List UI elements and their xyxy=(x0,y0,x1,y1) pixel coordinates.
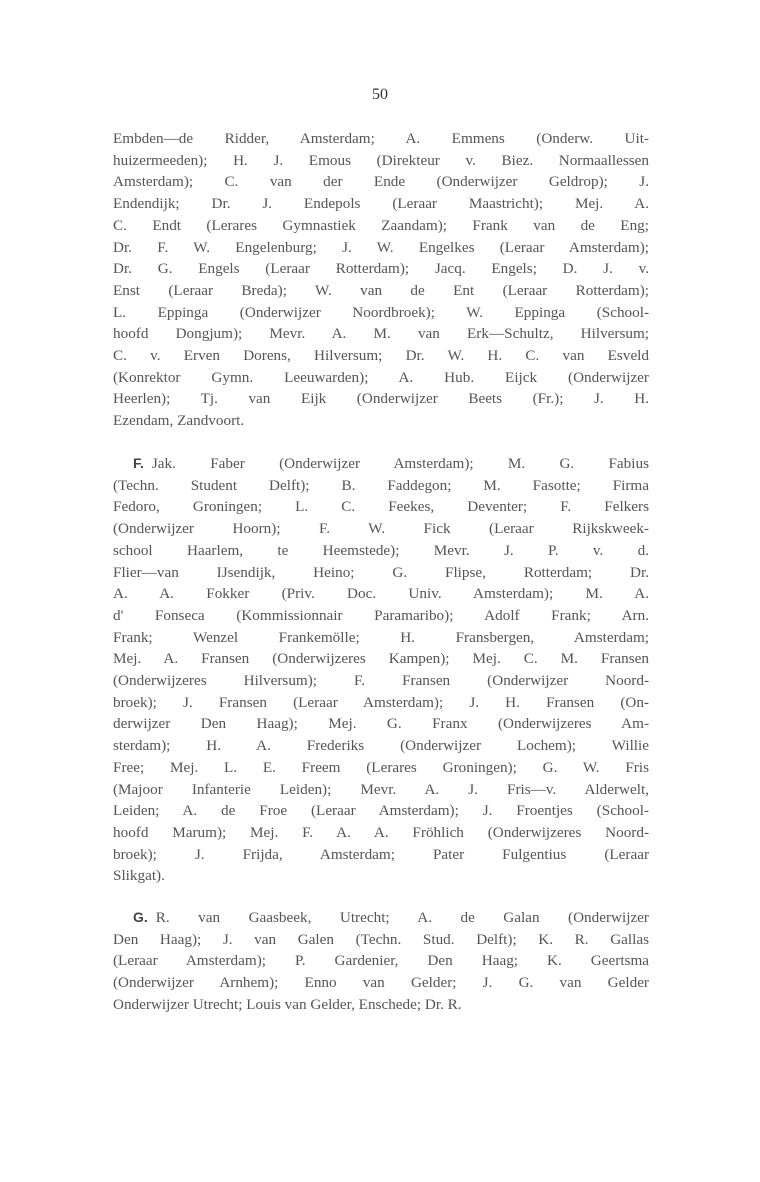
text-line xyxy=(113,237,649,259)
text-line xyxy=(113,367,649,389)
line-text: (Onderwijzer Arnhem); Enno van Gelder; J. G. van Gelder xyxy=(113,974,649,992)
text-line xyxy=(113,345,649,367)
text-line xyxy=(113,540,649,562)
line-text: Mej. A. Fransen (Onderwijzeres Kampen); Mej. C. M. Fransen xyxy=(113,650,649,668)
line-text: R. van Gaasbeek, Utrecht; A. de Galan (Onderwijzer xyxy=(155,909,649,926)
text-line xyxy=(113,171,649,193)
text-line xyxy=(133,907,649,929)
text-line xyxy=(113,562,649,584)
line-text: A. A. Fokker (Priv. Doc. Univ. Amsterdam); M. A. xyxy=(113,585,649,603)
line-text: Frank; Wenzel Frankemölle; H. Fransbergen, Amsterdam; xyxy=(113,628,649,646)
line-text: hoofd Dongjum); Mevr. A. M. van Erk—Schultz, Hilversum; xyxy=(113,325,649,343)
line-text: Ezendam, Zandvoort. xyxy=(113,412,245,430)
line-text: Dr. G. Engels (Leraar Rotterdam); Jacq. Engels; D. J. v. xyxy=(113,260,649,278)
text-line xyxy=(113,605,649,627)
text-line xyxy=(113,302,649,324)
line-text: (Onderwijzeres Hilversum); F. Fransen (Onderwijzer Noord- xyxy=(113,672,649,689)
text-line xyxy=(113,475,649,497)
text-line xyxy=(113,779,649,801)
text-line xyxy=(113,757,649,779)
text-line xyxy=(113,950,649,972)
text-line xyxy=(113,193,649,215)
line-text: Enst (Leraar Breda); W. van de Ent (Leraar Rotterdam); xyxy=(113,281,649,299)
line-text: Den Haag); J. van Galen (Techn. Stud. Delft); K. R. Gallas xyxy=(113,930,649,948)
line-text: Leiden; A. de Froe (Leraar Amsterdam); J. Froentjes (School- xyxy=(113,802,649,820)
line-text: C. v. Erven Dorens, Hilversum; Dr. W. H. C. van Esveld xyxy=(113,347,649,364)
line-text: Flier—van IJsendijk, Heino; G. Flipse, Rotterdam; Dr. xyxy=(113,563,649,581)
text-line xyxy=(113,648,649,670)
line-text: (Konrektor Gymn. Leeuwarden); A. Hub. Eijck (Onderwijzer xyxy=(113,368,649,386)
line-text: (Onderwijzer Hoorn); F. W. Fick (Leraar Rijkskweek- xyxy=(113,520,649,538)
line-text: (Majoor Infanterie Leiden); Mevr. A. J. Fris—v. Alderwelt, xyxy=(113,780,649,798)
line-text: Amsterdam); C. van der Ende (Onderwijzer Geldrop); J. xyxy=(113,173,649,191)
text-line xyxy=(113,670,649,692)
line-text: Heerlen); Tj. van Eijk (Onderwijzer Beets (Fr.); J. H. xyxy=(113,390,649,408)
line-text: sterdam); H. A. Frederiks (Onderwijzer Lochem); Willie xyxy=(113,737,649,755)
text-line xyxy=(113,865,649,887)
text-line xyxy=(113,994,649,1016)
line-text: (Techn. Student Delft); B. Faddegon; M. Fasotte; Firma xyxy=(113,476,649,494)
text-line xyxy=(113,627,649,649)
page-number: 50 xyxy=(372,86,388,103)
line-text: Free; Mej. L. E. Freem (Lerares Groningen); G. W. Fris xyxy=(113,758,649,776)
text-line xyxy=(113,822,649,844)
text-line xyxy=(133,453,649,475)
text-line xyxy=(113,496,649,518)
line-text: broek); J. Fransen (Leraar Amsterdam); J. H. Fransen (On- xyxy=(113,693,649,711)
section-letter: G. xyxy=(133,909,148,925)
text-line xyxy=(113,929,649,951)
line-text: Dr. F. W. Engelenburg; J. W. Engelkes (Leraar Amsterdam); xyxy=(113,238,649,256)
text-line xyxy=(113,972,649,994)
line-text: d' Fonseca (Kommissionnair Paramaribo); Adolf Frank; Arn. xyxy=(113,606,649,624)
line-text: broek); J. Frijda, Amsterdam; Pater Fulgentius (Leraar xyxy=(113,845,649,863)
text-line xyxy=(113,388,649,410)
text-line xyxy=(113,410,649,432)
line-text: C. Endt (Lerares Gymnastiek Zaandam); Frank van de Eng; xyxy=(113,216,649,234)
text-line xyxy=(113,323,649,345)
text-line xyxy=(113,215,649,237)
line-text: Slikgat). xyxy=(113,867,165,885)
text-line xyxy=(113,150,649,172)
line-text: Onderwijzer Utrecht; Louis van Gelder, Enschede; Dr. R. xyxy=(113,995,462,1013)
text-line xyxy=(113,518,649,540)
line-text: Fedoro, Groningen; L. C. Feekes, Deventer; F. Felkers xyxy=(113,498,649,516)
line-text: Jak. Faber (Onderwijzer Amsterdam); M. G. Fabius xyxy=(151,455,649,472)
line-text: Embden—de Ridder, Amsterdam; A. Emmens (Onderw. Uit- xyxy=(113,130,649,147)
text-line xyxy=(113,844,649,866)
line-text: school Haarlem, te Heemstede); Mevr. J. P. v. d. xyxy=(113,541,649,559)
text-line xyxy=(113,692,649,714)
text-line xyxy=(113,713,649,735)
line-text: hoofd Marum); Mej. F. A. A. Fröhlich (Onderwijzeres Noord- xyxy=(113,823,649,841)
text-line xyxy=(113,258,649,280)
text-line xyxy=(113,280,649,302)
text-line xyxy=(113,583,649,605)
line-text: huizermeeden); H. J. Emous (Direkteur v. Biez. Normaallessen xyxy=(113,151,649,169)
line-text: L. Eppinga (Onderwijzer Noordbroek); W. Eppinga (School- xyxy=(113,303,649,321)
text-line xyxy=(113,128,649,150)
text-line xyxy=(113,800,649,822)
text-line xyxy=(113,735,649,757)
section-letter: F. xyxy=(133,455,144,471)
line-text: (Leraar Amsterdam); P. Gardenier, Den Haag; K. Geertsma xyxy=(113,952,649,970)
line-text: Endendijk; Dr. J. Endepols (Leraar Maastricht); Mej. A. xyxy=(113,195,649,213)
line-text: derwijzer Den Haag); Mej. G. Franx (Onderwijzeres Am- xyxy=(113,715,649,733)
